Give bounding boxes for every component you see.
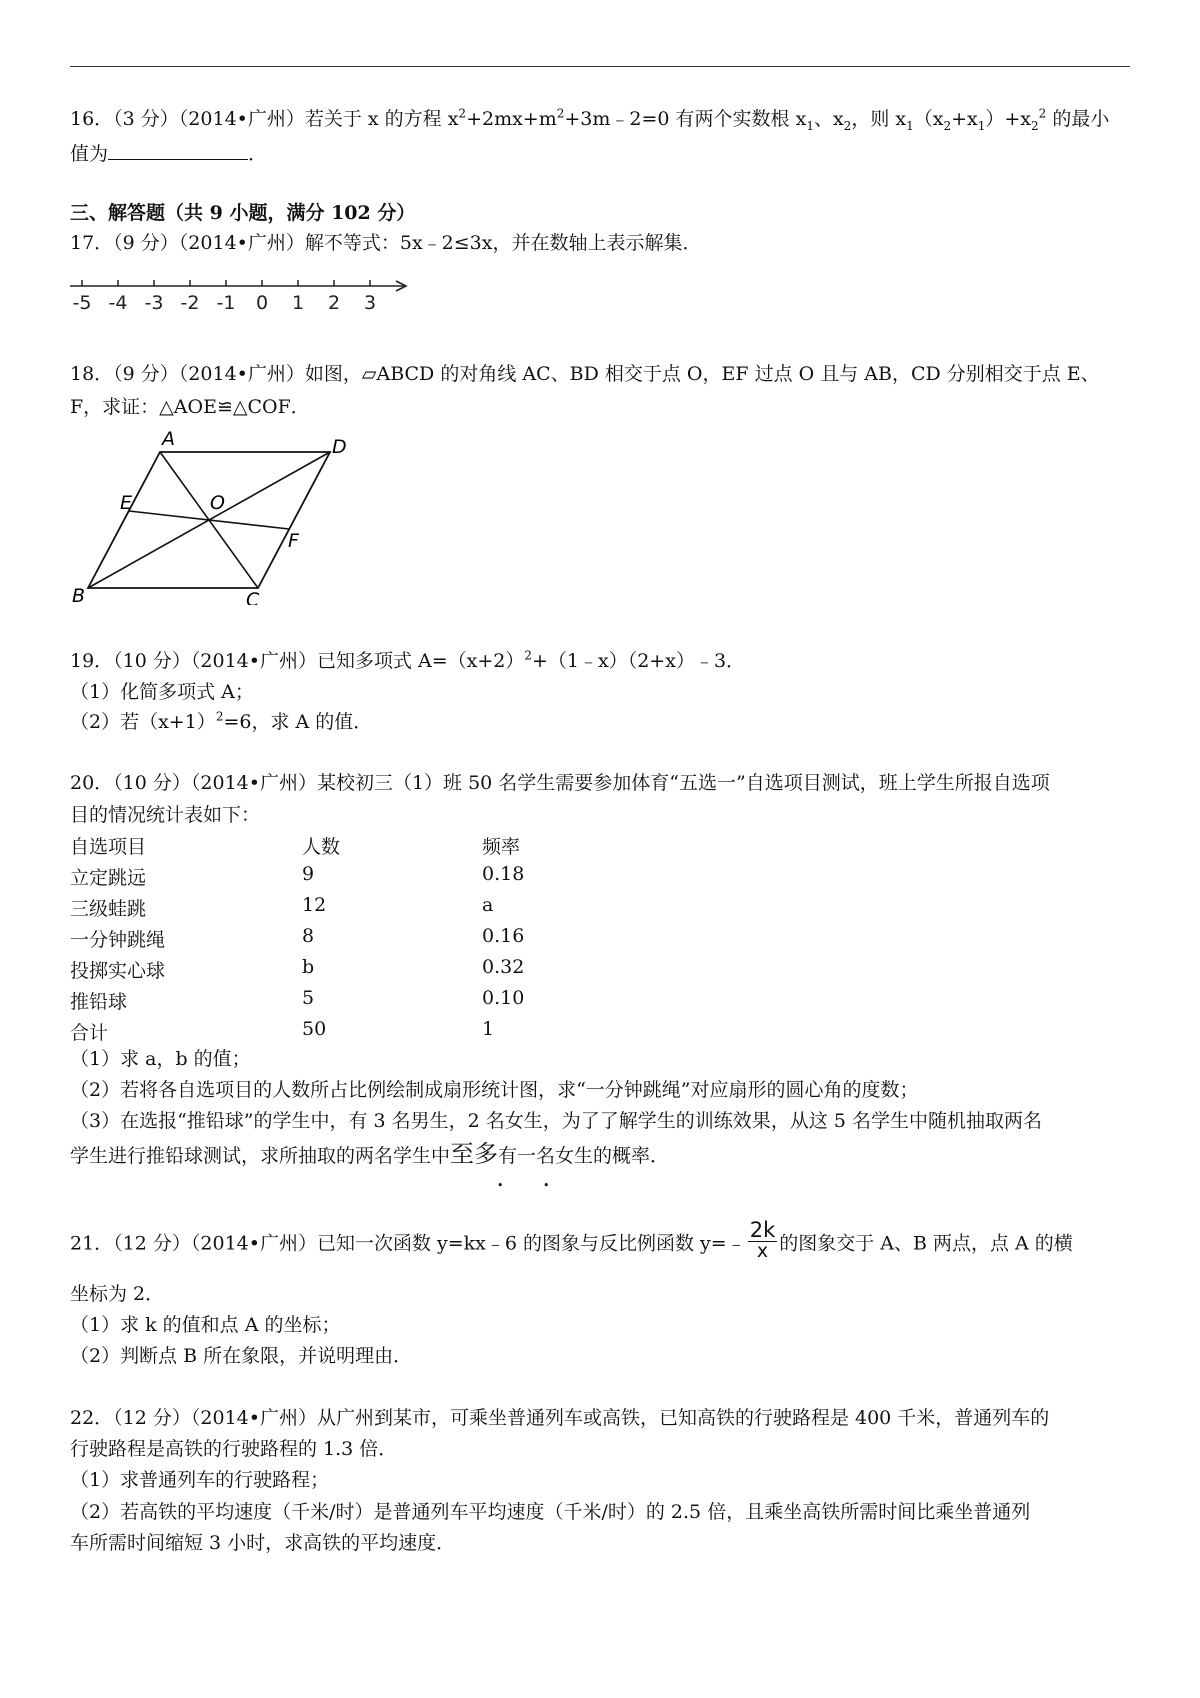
- q21-part1: （1）求 k 的值和点 A 的坐标；: [70, 1314, 341, 1336]
- label-o: O: [210, 492, 225, 514]
- q20-line2: 目的情况统计表如下：: [70, 804, 261, 826]
- number-line-label: -1: [216, 292, 236, 314]
- q20-line1: 20．（10 分）（2014•广州）某校初三（1）班 50 名学生需要参加体育“五选一”自选项目测试，班上学生所报自选项: [70, 772, 1050, 794]
- number-line: [70, 272, 420, 314]
- q21-line2: 坐标为 2．: [70, 1283, 165, 1305]
- emphasis-dots: • •: [497, 1179, 568, 1192]
- q20-part3-line1: （3）在选报“推铅球”的学生中，有 3 名男生，2 名女生，为了了解学生的训练效果，从这 5 名学生中随机抽取两名: [70, 1110, 1042, 1132]
- q21-line1: 21．（12 分）（2014•广州）已知一次函数 y=kx﹣6 的图象与反比例函数 y=﹣ $\frac{2k}{x}$ 的图象交于 A、B 两点，点 A 的横: [70, 1218, 1073, 1262]
- label-c: C: [246, 589, 260, 605]
- number-line-label: 3: [363, 292, 377, 314]
- q21-part2: （2）判断点 B 所在象限，并说明理由．: [70, 1345, 413, 1367]
- q22-part2-line1: （2）若高铁的平均速度（千米/时）是普通列车平均速度（千米/时）的 2.5 倍，且乘坐高铁所需时间比乘坐普通列: [70, 1501, 1031, 1523]
- q16-line2: 值为 ．: [70, 143, 268, 165]
- number-line-label: -4: [108, 292, 128, 314]
- label-d: D: [332, 436, 347, 458]
- label-a: A: [162, 430, 175, 450]
- label-f: F: [288, 530, 299, 552]
- q18-line2: F，求证：△AOE≌△COF．: [70, 396, 310, 418]
- q20-part1: （1）求 a，b 的值；: [70, 1048, 251, 1070]
- answer-blank: [108, 143, 248, 160]
- parallelogram-figure: [70, 430, 360, 605]
- q20-part3-line2: 学生进行推铅球测试，求所抽取的两名学生中至多有一名女生的概率．: [70, 1140, 670, 1168]
- section-heading: 三、解答题（共 9 小题，满分 102 分）: [70, 202, 416, 224]
- number-line-label: 0: [255, 292, 269, 314]
- q22-part2-line2: 车所需时间缩短 3 小时，求高铁的平均速度．: [70, 1532, 456, 1554]
- number-line-label: -3: [144, 292, 164, 314]
- number-line-label: -5: [72, 292, 92, 314]
- q22-part1: （1）求普通列车的行驶路程；: [70, 1469, 330, 1491]
- number-line-label: 2: [327, 292, 341, 314]
- q22-line1: 22．（12 分）（2014•广州）从广州到某市，可乘坐普通列车或高铁，已知高铁的行驶路程是 400 千米，普通列车的: [70, 1407, 1050, 1429]
- q19-line1: 19．（10 分）（2014•广州）已知多项式 $A=(x+2)^2+(1﹣x)(2+x)﹣3$．: [70, 648, 746, 672]
- label-b: B: [72, 585, 86, 605]
- q16-line1: 16．（3 分）（2014•广州）若关于 x 的方程 $x^2+2mx+m^2+3m﹣2=0$ 有两个实数根 $x_1$、$x_2$，则 $x_1(x_2+x_1)+x_2^2$ 的最小: [70, 106, 1110, 133]
- q20-part2: （2）若将各自选项目的人数所占比例绘制成扇形统计图，求“一分钟跳绳”对应扇形的圆心角的度数；: [70, 1079, 919, 1101]
- top-rule: [70, 66, 1130, 67]
- fraction-2k-over-x: $\frac{2k}{x}$: [749, 1218, 776, 1262]
- number-line-label: -2: [180, 292, 200, 314]
- emphasized-text: 至多: [450, 1140, 499, 1168]
- q17-text: 17．（9 分）（2014•广州）解不等式：5x﹣2≤3x，并在数轴上表示解集．: [70, 232, 702, 254]
- segment-ef: [129, 511, 289, 529]
- q18-line1: 18．（9 分）（2014•广州）如图，▱ABCD 的对角线 AC、BD 相交于点 O，EF 过点 O 且与 AB，CD 分别相交于点 E、: [70, 363, 1100, 385]
- q19-part2: （2）若$(x+1)^2=6$，求 A 的值．: [70, 709, 373, 733]
- label-e: E: [120, 492, 133, 514]
- q22-line2: 行驶路程是高铁的行驶路程的 1.3 倍．: [70, 1438, 398, 1460]
- number-line-label: 1: [291, 292, 305, 314]
- q19-part1: （1）化简多项式 A；: [70, 681, 254, 703]
